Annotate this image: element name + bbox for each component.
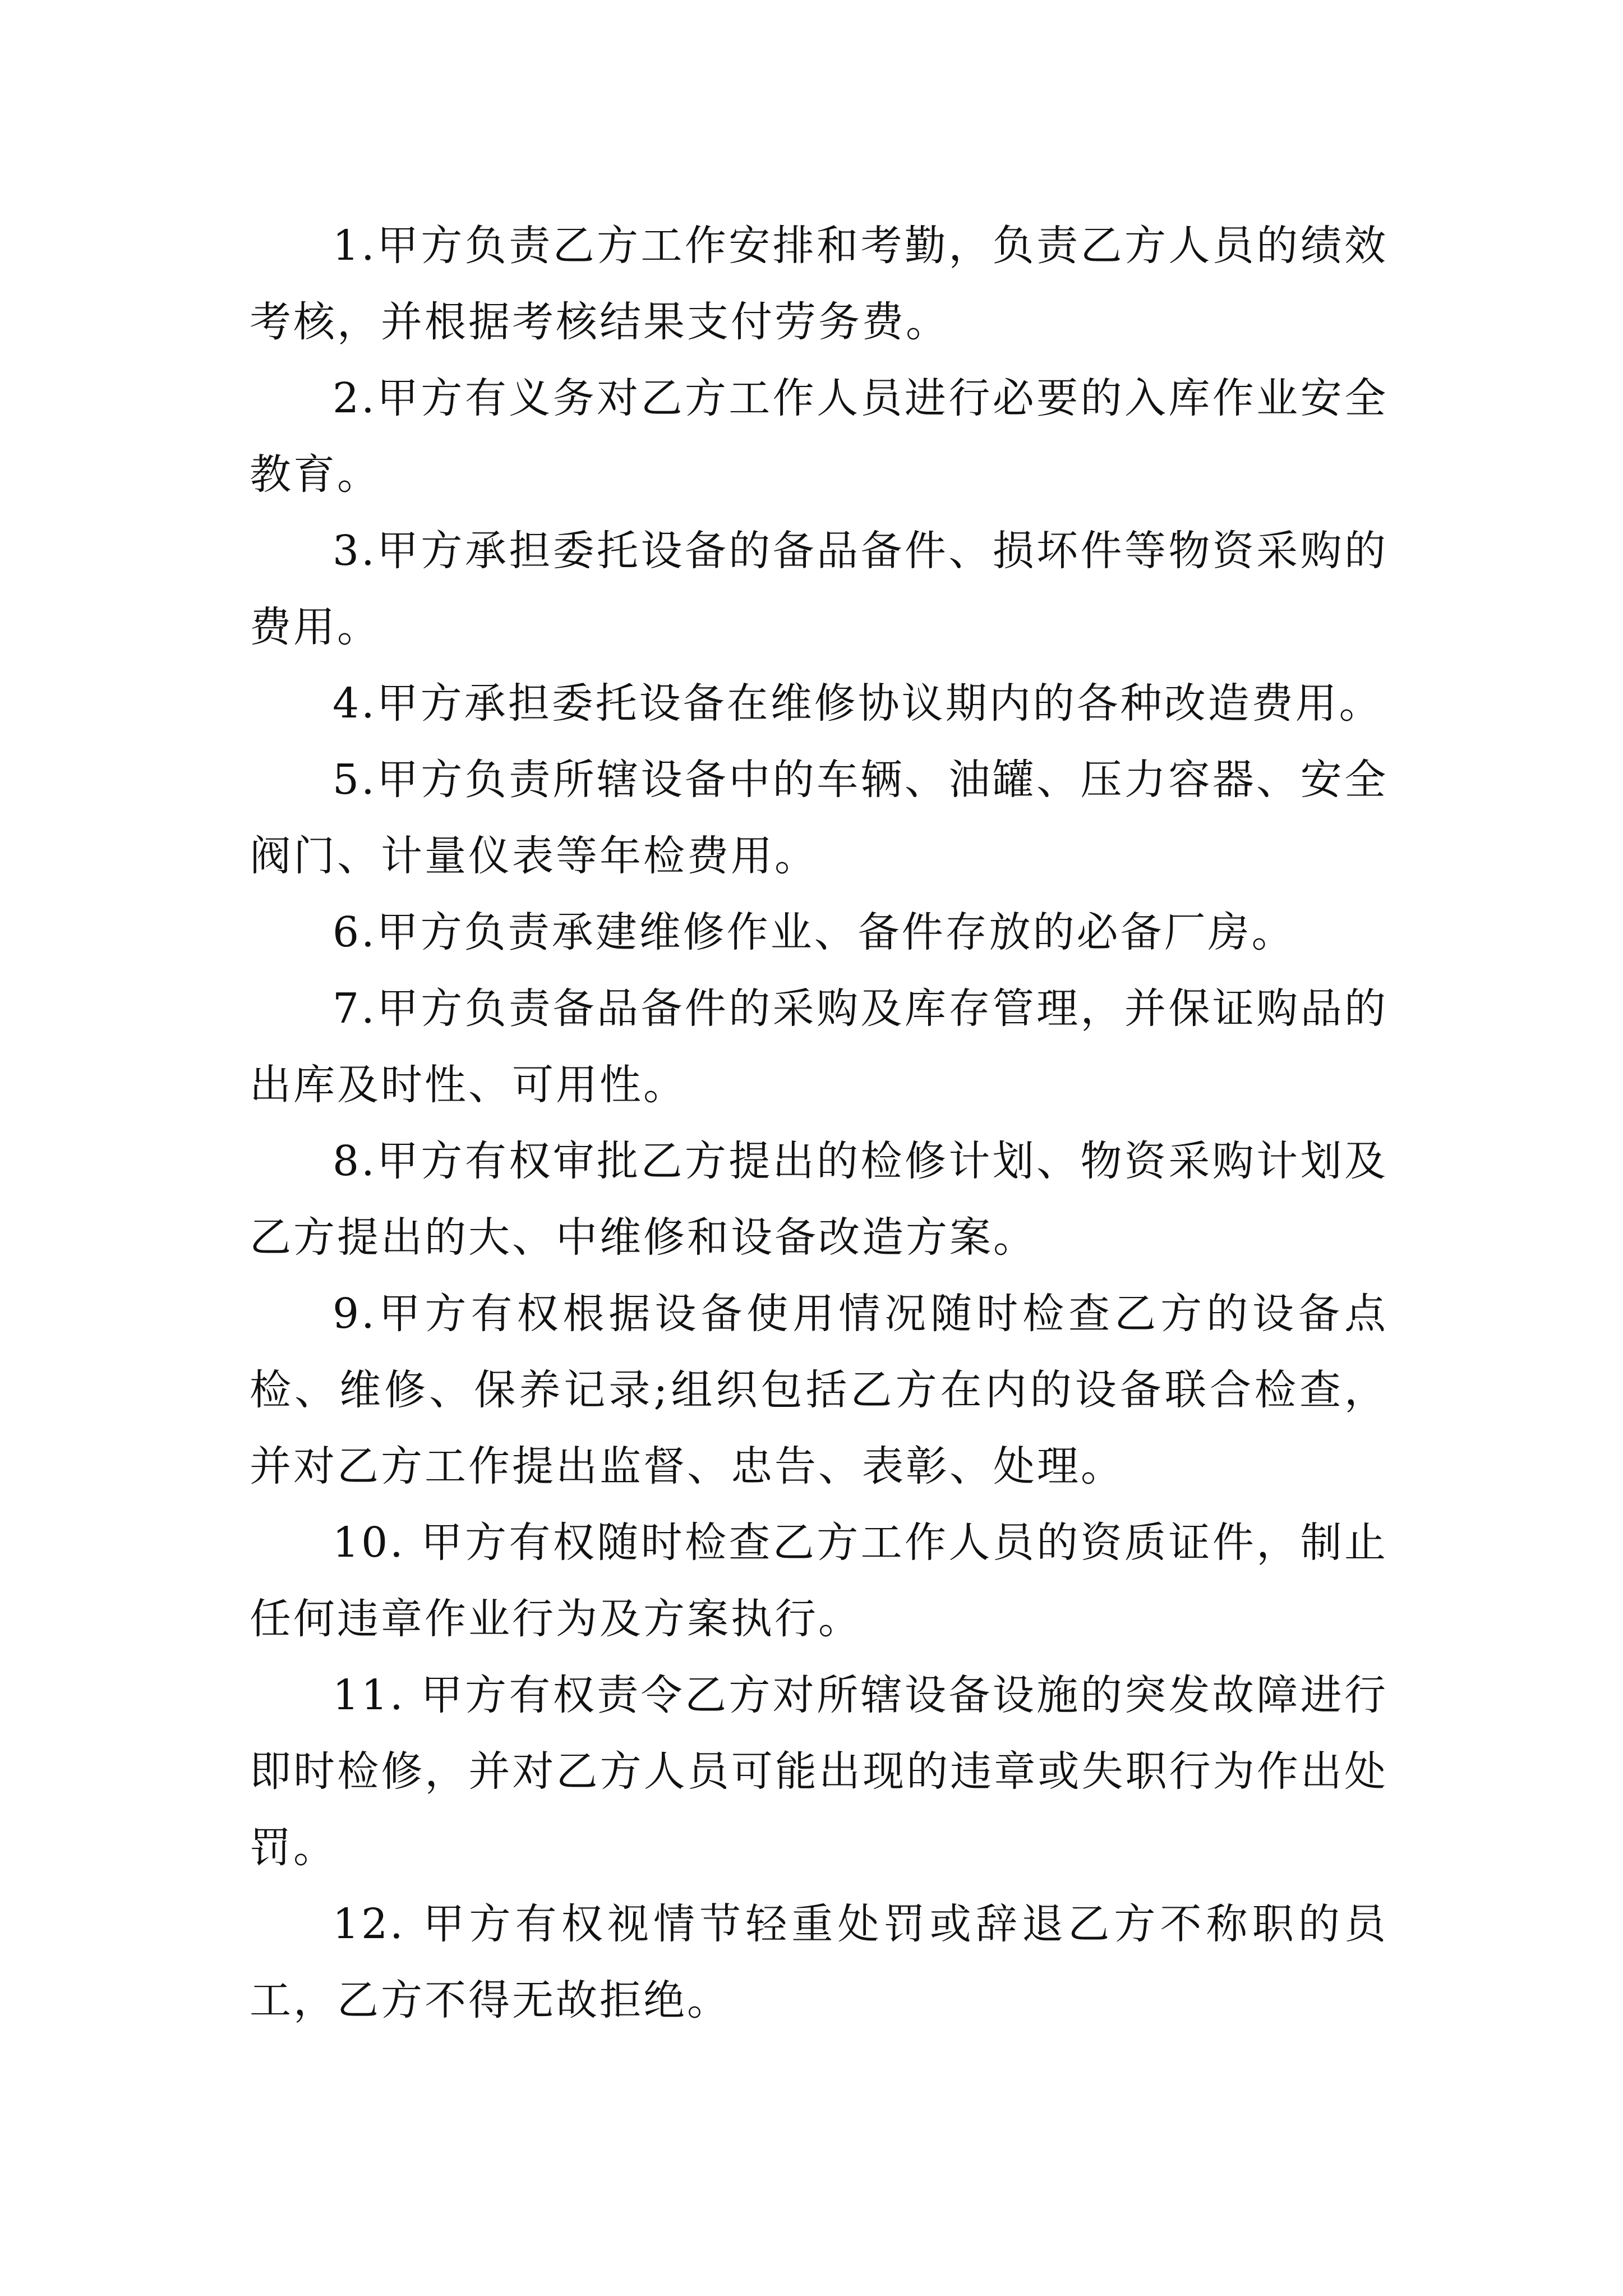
paragraph-2: 2.甲方有义务对乙方工作人员进行必要的入库作业安全教育。 xyxy=(250,374,1388,499)
paragraph-12: 12. 甲方有权视情节轻重处罚或辞退乙方不称职的员工，乙方不得无故拒绝。 xyxy=(250,1900,1388,2024)
paragraph-9: 9.甲方有权根据设备使用情况随时检查乙方的设备点检、维修、保养记录;组织包括乙方在内的设备联合检查，并对乙方工作提出监督、忠告、表彰、处理。 xyxy=(250,1290,1388,1490)
paragraph-11: 11. 甲方有权责令乙方对所辖设备设施的突发故障进行即时检修，并对乙方人员可能出现的违章或失职行为作出处罚。 xyxy=(250,1671,1388,1872)
paragraph-1: 1.甲方负责乙方工作安排和考勤，负责乙方人员的绩效考核，并根据考核结果支付劳务费。 xyxy=(250,222,1388,346)
paragraph-3: 3.甲方承担委托设备的备品备件、损坏件等物资采购的费用。 xyxy=(250,527,1388,651)
paragraph-4: 4.甲方承担委托设备在维修协议期内的各种改造费用。 xyxy=(333,679,1383,728)
paragraph-8: 8.甲方有权审批乙方提出的检修计划、物资采购计划及乙方提出的大、中维修和设备改造方案。 xyxy=(250,1137,1388,1262)
paragraph-7: 7.甲方负责备品备件的采购及库存管理，并保证购品的出库及时性、可用性。 xyxy=(250,984,1388,1109)
document-body xyxy=(250,208,1388,2039)
paragraph-6: 6.甲方负责承建维修作业、备件存放的必备厂房。 xyxy=(333,908,1295,956)
paragraph-5: 5.甲方负责所辖设备中的车辆、油罐、压力容器、安全阀门、计量仪表等年检费用。 xyxy=(250,756,1388,880)
paragraph-10: 10. 甲方有权随时检查乙方工作人员的资质证件，制止任何违章作业行为及方案执行。 xyxy=(250,1519,1388,1643)
